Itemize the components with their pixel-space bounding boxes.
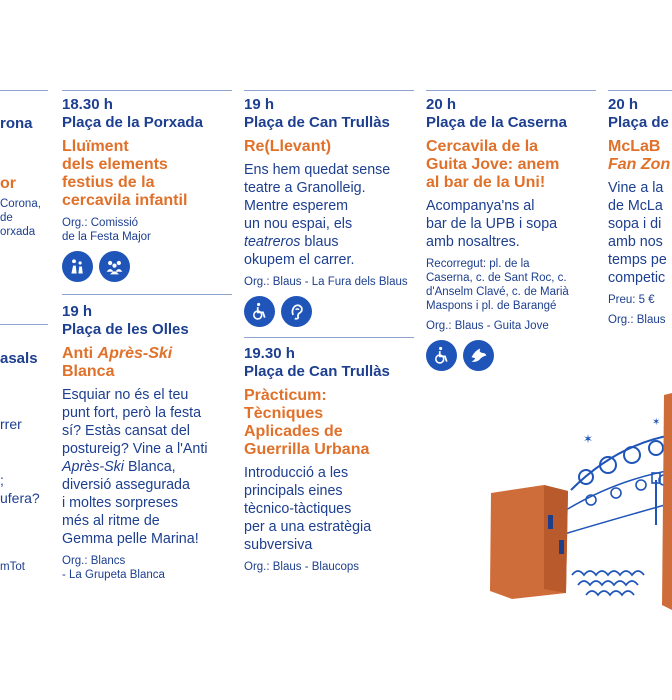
desc-line: sopa i di	[608, 216, 662, 232]
col0-desc-fragment-2: ;	[0, 472, 4, 488]
star-icon: ✶	[583, 432, 594, 446]
star-icon: ✶	[652, 417, 661, 428]
desc-line: Acompanya'ns al	[426, 198, 535, 214]
title-line	[608, 156, 672, 174]
lantern	[611, 488, 621, 498]
desc-line: diversió assegurada	[62, 477, 190, 493]
festive-street-illustration	[486, 385, 672, 610]
desc-line: Mentre esperem	[244, 198, 349, 214]
rule-col0-top	[0, 90, 48, 91]
desc-line: Ens hem quedat sense	[244, 162, 391, 178]
title-line: Aplicades de	[244, 423, 343, 440]
rule-col1-mid	[62, 294, 232, 295]
route-line: Maspons i pl. de Barangé	[426, 300, 557, 312]
window	[548, 515, 553, 529]
rule-col3-top	[426, 90, 596, 91]
desc-line: bar de la UPB i sopa	[426, 216, 558, 232]
desc-italic: teatreros	[244, 234, 301, 250]
title-line: cercavila infantil	[62, 192, 188, 209]
col0-org-fragment-2: de	[0, 212, 13, 224]
desc-line	[244, 233, 419, 251]
desc-line: sí? Estàs cansat del	[62, 423, 190, 439]
col0-desc-fragment-1: rrer	[0, 416, 22, 432]
desc-after-italic: blaus	[300, 234, 339, 250]
desc-line: i moltes sorpreses	[62, 495, 179, 511]
desc-line: amb nosaltres.	[426, 234, 520, 250]
event-place: Plaça de	[608, 114, 669, 131]
desc-line: subversiva	[244, 537, 313, 553]
event-title	[62, 345, 237, 381]
col2-event1	[244, 96, 419, 327]
desc-italic: Après-Ski	[62, 459, 124, 475]
desc-line: Esquiar no és el teu	[62, 387, 189, 403]
col1-event2	[62, 303, 237, 582]
title-line: al bar de la Uni!	[426, 174, 546, 191]
desc-line: tècnico-tàctiques	[244, 501, 352, 517]
event-time: 18.30 h	[62, 96, 113, 113]
col0-org-fragment-1: Corona,	[0, 198, 41, 210]
title-prefix: Anti	[62, 345, 98, 362]
lantern	[636, 480, 646, 490]
event-organizer: Org.: Blaus - La Fura dels Blaus	[244, 276, 408, 288]
brick-wall-right	[662, 393, 672, 610]
accessibility-icons	[62, 251, 237, 282]
desc-line: temps pe	[608, 252, 667, 268]
title-line: Cercavila de la	[426, 138, 539, 155]
desc-line: okupem el carrer.	[244, 252, 355, 268]
title-italic: Fan Zon	[608, 156, 671, 173]
event-title	[62, 138, 237, 210]
event-organizer: Org.: Blaus - Guita Jove	[426, 320, 549, 332]
event-organizer	[62, 216, 237, 244]
col0-place2-fragment: asals	[0, 350, 38, 367]
event-description	[244, 161, 419, 269]
title-line: McLaB	[608, 138, 661, 155]
route-line: d'Anselm Clavé, c. de Marià	[426, 286, 569, 298]
title-line: festius de la	[62, 174, 155, 191]
rule-col4-top	[608, 90, 672, 91]
title-line: Guita Jove: anem	[426, 156, 560, 173]
event-organizer: Org.: Blaus	[608, 314, 666, 326]
title-line: Pràcticum:	[244, 387, 327, 404]
col0-place-fragment: rona	[0, 115, 33, 132]
col0-title-fragment: or	[0, 175, 16, 192]
col0-desc-fragment-3: ufera?	[0, 490, 40, 506]
event-price: Preu: 5 €	[608, 294, 655, 306]
title-line: Tècniques	[244, 405, 324, 422]
desc-line: Vine a la	[608, 180, 664, 196]
desc-line	[62, 458, 237, 476]
event-description	[426, 197, 601, 251]
lantern	[649, 441, 663, 455]
desc-line: postureig? Vine a l'Anti	[62, 441, 208, 457]
rule-col2-top	[244, 90, 414, 91]
org-line: Org.: Blancs	[62, 555, 126, 567]
title-italic: Après-Ski	[97, 345, 173, 362]
event-organizer	[62, 554, 237, 582]
wheelchair-icon	[426, 340, 457, 371]
rule-col1-top	[62, 90, 232, 91]
accessibility-icons	[244, 296, 419, 327]
col0-org-fragment-4: mTot	[0, 561, 25, 573]
desc-line: més al ritme de	[62, 513, 160, 529]
title-line: dels elements	[62, 156, 168, 173]
desc-line: teatre a Granolleig.	[244, 180, 366, 196]
col3-event1	[426, 96, 601, 371]
crowd	[572, 571, 644, 575]
route-line: Recorregut: pl. de la	[426, 258, 530, 270]
desc-line: de McLa	[608, 198, 663, 214]
desc-line: per a una estratègia	[244, 519, 372, 535]
title-line: Guerrilla Urbana	[244, 441, 370, 458]
route-line: Caserna, c. de Sant Roc, c.	[426, 272, 567, 284]
moon-icon	[543, 397, 560, 418]
event-route	[426, 257, 601, 313]
event-time: 19.30 h	[244, 345, 295, 362]
dove-icon	[463, 340, 494, 371]
desc-line: punt fort, però la festa	[62, 405, 202, 421]
family-icon	[62, 251, 93, 282]
rule-col0-mid	[0, 324, 48, 325]
event-description	[608, 179, 672, 287]
rule-col2-mid	[244, 337, 414, 338]
accessibility-icons	[426, 340, 601, 371]
event-title	[244, 387, 419, 459]
event-time: 19 h	[244, 96, 275, 113]
event-title	[608, 138, 672, 174]
event-place: Plaça de la Caserna	[426, 114, 567, 131]
desc-line: amb nos	[608, 234, 663, 250]
org-line: - La Grupeta Blanca	[62, 569, 165, 581]
col0-org-fragment-3: orxada	[0, 226, 36, 238]
event-place: Plaça de la Porxada	[62, 114, 203, 131]
event-title: Re(Llevant)	[244, 138, 332, 155]
desc-line: Gemma pelle Marina!	[62, 531, 199, 547]
desc-line: principals eines	[244, 483, 343, 499]
event-place: Plaça de Can Trullàs	[244, 114, 390, 131]
event-time: 20 h	[608, 96, 639, 113]
title-suffix: Blanca	[62, 363, 115, 380]
col1-event1	[62, 96, 237, 282]
wheelchair-icon	[244, 296, 275, 327]
event-time: 19 h	[62, 303, 93, 320]
event-description	[62, 386, 237, 548]
org-line: Org.: Comissió	[62, 217, 139, 229]
event-place: Plaça de les Olles	[62, 321, 189, 338]
event-time: 20 h	[426, 96, 457, 113]
desc-line: competic	[608, 270, 666, 286]
col4-event1	[608, 96, 672, 327]
event-title	[426, 138, 601, 192]
title-line: Lluïment	[62, 138, 129, 155]
org-line: de la Festa Major	[62, 231, 151, 243]
group-icon	[99, 251, 130, 282]
window	[559, 540, 564, 554]
desc-line: Introducció a les	[244, 465, 349, 481]
col2-event2	[244, 345, 419, 574]
event-description	[244, 464, 419, 554]
event-organizer: Org.: Blaus - Blaucops	[244, 561, 360, 573]
desc-after-italic: Blanca,	[123, 459, 176, 475]
hearing-icon	[281, 296, 312, 327]
desc-line: un nou espai, els	[244, 216, 353, 232]
lantern	[624, 447, 640, 463]
event-place: Plaça de Can Trullàs	[244, 363, 390, 380]
